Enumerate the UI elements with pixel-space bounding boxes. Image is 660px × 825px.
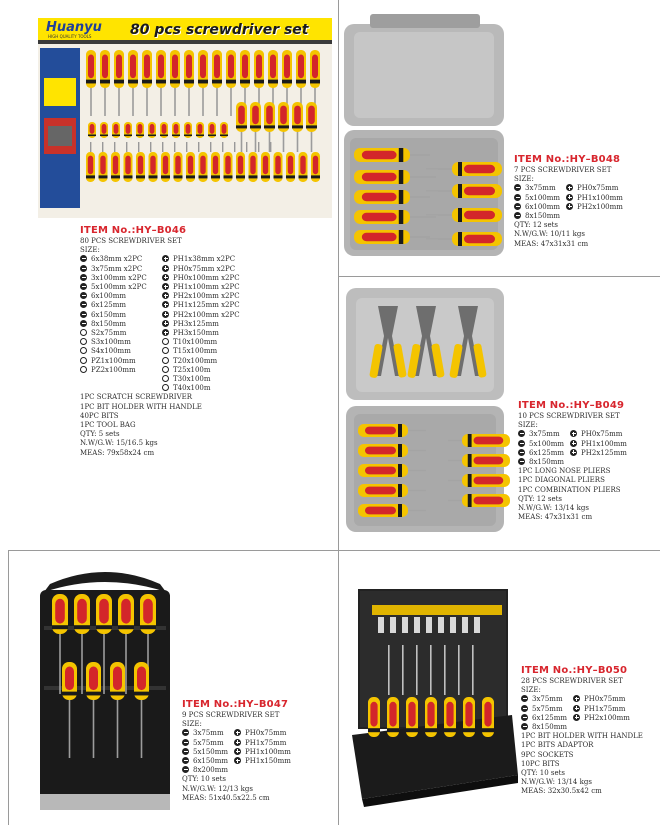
card-title: 80 pcs screwdriver set [130,22,309,38]
size-text: PH3x150mm [173,329,219,338]
size-row [518,449,633,458]
extra-line: MEAS: 47x31x31 cm [514,239,589,248]
product-image-b048 [340,12,510,262]
size-item [80,329,162,338]
size-cell [566,203,629,212]
size-text: 8x150mm [525,212,561,221]
extra-line: 1PC COMBINATION PLIERS [518,485,621,494]
size-text: PZ1x100mm [91,356,136,365]
size-text: PH1x100mm [577,193,623,202]
size-text: 6x125mm [532,713,568,722]
size-cell [566,184,629,193]
size-item [80,366,162,375]
pozidriv-icon [80,347,87,354]
slotted-icon [80,255,87,262]
size-item [162,292,240,301]
size-cell [518,430,570,439]
size-cell [514,194,566,203]
phillips-icon [573,714,580,721]
extra-line: N.W/G.W: 12/13 kgs [182,784,253,793]
size-text: PH0x75mm [584,695,626,704]
size-text: T30x100m [173,375,211,384]
size-item [80,292,162,301]
slotted-icon [521,695,528,702]
slotted-icon [514,212,521,219]
item-desc: 28 PCS SCREWDRIVER SET [521,677,623,685]
size-cell [570,449,633,458]
size-text: PH0x75mm [577,184,619,193]
size-text: PH1x75mm [245,738,287,747]
size-cell [573,695,636,704]
spec-b047 [182,698,332,803]
phillips-icon [162,311,169,318]
size-item [162,320,240,329]
size-table [514,184,629,221]
size-cell [573,723,636,732]
size-text: PZ2x100mm [91,365,136,374]
size-text: T15x100mm [173,347,218,356]
size-text: PH1x100mm [245,747,291,756]
extra-line: 1PC LONG NOSE PLIERS [518,467,611,476]
size-item [162,265,240,274]
extra-line: QTY: 10 sets [521,769,566,778]
product-image-b046 [38,18,332,218]
size-label: SIZE: [518,421,538,430]
size-cell [570,458,633,467]
size-text: 5x75mm [193,738,224,747]
size-text: PH1x75mm [584,704,626,713]
size-table [518,430,633,467]
size-item [162,283,240,292]
size-text: PH2x100mm x2PC [173,292,240,301]
size-text: PH1x100mm [581,439,627,448]
size-item [162,366,240,375]
size-cell [518,440,570,449]
spec-b050 [521,664,657,797]
extra-line: 1PC BIT HOLDER WITH HANDLE [80,402,202,411]
extra-line: 40PC BITS [80,411,119,420]
phillips-icon [234,757,241,764]
extra-line: 1PC TOOL BAG [80,421,136,430]
slotted-icon [80,320,87,327]
size-cell [570,430,633,439]
size-row [182,757,297,766]
size-cell [182,729,234,738]
size-text: T25x100m [173,365,211,374]
size-text: S4x100mm [91,347,131,356]
item-desc: 10 PCS SCREWDRIVER SET [518,412,620,420]
size-cell [566,212,629,221]
size-row [514,203,629,212]
size-item [80,311,162,320]
size-label: SIZE: [514,175,534,184]
phillips-icon [570,430,577,437]
size-text: 6x38mm x2PC [91,255,143,264]
size-text: 6x125mm [529,448,565,457]
extra-line: MEAS: 47x31x31 cm [518,513,593,522]
slotted-icon [182,739,189,746]
size-cell [234,757,297,766]
extra-line: QTY: 12 sets [518,494,563,503]
size-text: PH0x75mm [245,729,287,738]
size-text: T10x100mm [173,338,218,347]
size-table [182,729,297,775]
size-item [162,375,240,384]
extras-list [521,732,657,796]
size-item [162,384,240,393]
extras-list [518,467,658,522]
size-cell [234,729,297,738]
size-text: 8x150mm [529,458,565,467]
size-cell [521,695,573,704]
slotted-icon [182,766,189,773]
extra-line: QTY: 5 sets [80,430,120,439]
size-cell [182,739,234,748]
size-text: PH0x75mm [581,430,623,439]
pozidriv-icon [80,329,87,336]
size-text: 3x100mm x2PC [91,273,147,282]
item-title: ITEM No.:HY–B049 [518,400,625,411]
phillips-icon [162,283,169,290]
size-cell [234,766,297,775]
slotted-icon [182,729,189,736]
size-text: T20x100mm [173,356,218,365]
divider-vertical [338,0,339,825]
extra-line: 1PC BITS ADAPTOR [521,741,594,750]
size-item [162,255,240,264]
phillips-icon [573,695,580,702]
size-cell [573,705,636,714]
divider-left [8,550,338,551]
phillips-icon [162,301,169,308]
size-row [514,194,629,203]
slotted-icon [518,449,525,456]
size-text: S3x100mm [91,338,131,347]
extra-line: MEAS: 32x30.5x42 cm [521,787,602,796]
item-desc: 80 PCS SCREWDRIVER SET [80,237,182,245]
phillips-icon [570,449,577,456]
size-text: 3x75mm [525,184,556,193]
size-text: 6x150mm [91,310,127,319]
slotted-icon [514,203,521,210]
extra-line: QTY: 10 sets [182,775,227,784]
slotted-icon [518,458,525,465]
size-text: PH2x100mm x2PC [173,310,240,319]
extra-line: 1PC BIT HOLDER WITH HANDLE [521,732,643,741]
extra-line: N.W/G.W: 13/14 kgs [518,504,589,513]
size-row [521,705,636,714]
size-text: PH2x125mm [581,448,627,457]
extra-line: N.W/G.W: 13/14 kgs [521,778,592,787]
size-text: 3x75mm [532,695,563,704]
size-list-right [162,255,240,393]
size-cell [514,212,566,221]
size-cell [182,748,234,757]
size-item [80,320,162,329]
phillips-icon [234,739,241,746]
pozidriv-icon [80,366,87,373]
size-item [162,311,240,320]
size-item [80,347,162,356]
divider-left-edge [8,550,9,825]
phillips-icon [162,320,169,327]
size-cell [518,449,570,458]
size-item [162,329,240,338]
size-cell [234,739,297,748]
phillips-icon [570,440,577,447]
spec-b049 [518,399,658,522]
torx-icon [162,357,169,364]
size-item [80,283,162,292]
size-text: PH1x150mm [245,757,291,766]
slotted-icon [514,194,521,201]
phillips-icon [573,705,580,712]
slotted-icon [80,283,87,290]
size-text: 6x100mm [525,202,561,211]
size-row [182,748,297,757]
item-title: ITEM No.:HY–B050 [521,665,628,676]
size-text: 6x100mm [91,292,127,301]
product-image-b049 [340,284,512,536]
size-cell [521,723,573,732]
size-label: SIZE: [80,246,100,255]
slotted-icon [182,748,189,755]
size-text: 6x150mm [193,757,229,766]
size-row [518,440,633,449]
size-item [162,301,240,310]
size-text: 5x75mm [532,704,563,713]
size-text: 6x125mm [91,301,127,310]
size-row [521,714,636,723]
size-cell [182,757,234,766]
size-item [80,357,162,366]
size-text: 3x75mm x2PC [91,264,143,273]
spec-b046 [80,224,330,458]
brand-tagline: HIGH QUALITY TOOLS [48,34,92,39]
size-text: PH2x100mm [577,202,623,211]
size-text: 5x100mm x2PC [91,283,147,292]
size-cell [518,458,570,467]
size-cell [234,748,297,757]
size-text: 8x150mm [91,319,127,328]
size-cell [514,203,566,212]
slotted-icon [518,430,525,437]
size-row [521,723,636,732]
extra-line: N.W/G.W: 15/16.5 kgs [80,439,158,448]
slotted-icon [80,265,87,272]
spec-b048 [514,153,654,249]
phillips-icon [234,748,241,755]
size-text: T40x100m [173,384,211,393]
size-text: 5x100mm [525,193,561,202]
torx-icon [162,384,169,391]
extra-line: 9PC SOCKETS [521,750,574,759]
size-list-left [80,255,162,393]
slotted-icon [80,311,87,318]
phillips-icon [566,194,573,201]
size-cell [570,440,633,449]
size-text: PH3x125mm [173,319,219,328]
phillips-icon [566,184,573,191]
torx-icon [162,366,169,373]
slotted-icon [518,440,525,447]
phillips-icon [234,729,241,736]
size-row [182,729,297,738]
brand-logo: Huanyu [46,20,102,35]
pozidriv-icon [80,357,87,364]
size-text: PH1x125mm x2PC [173,301,240,310]
size-text: PH2x100mm [584,713,630,722]
item-title: ITEM No.:HY–B046 [80,225,187,236]
size-row [182,739,297,748]
size-text: PH1x38mm x2PC [173,255,236,264]
phillips-icon [162,265,169,272]
extra-line: 1PC DIAGONAL PLIERS [518,476,605,485]
item-desc: 7 PCS SCREWDRIVER SET [514,166,612,174]
size-item [80,338,162,347]
extras-list [80,393,330,457]
extras-list [514,221,654,249]
size-cell [521,714,573,723]
extras-list [182,775,332,803]
torx-icon [162,375,169,382]
size-text: PH0x100mm x2PC [173,273,240,282]
slotted-icon [514,184,521,191]
extra-line: MEAS: 79x58x24 cm [80,448,155,457]
size-text: S2x75mm [91,329,127,338]
size-item [162,274,240,283]
phillips-icon [162,329,169,336]
size-table [521,695,636,732]
size-label: SIZE: [182,720,202,729]
torx-icon [162,338,169,345]
size-item [80,255,162,264]
phillips-icon [162,274,169,281]
size-cell [521,705,573,714]
size-text: 3x75mm [193,729,224,738]
size-label: SIZE: [521,686,541,695]
size-item [162,338,240,347]
size-item [80,265,162,274]
size-text: 3x75mm [529,430,560,439]
size-item [162,357,240,366]
size-cell [182,766,234,775]
size-row [518,430,633,439]
size-text: 8x150mm [532,723,568,732]
slotted-icon [80,301,87,308]
product-image-b047 [30,566,180,816]
phillips-icon [162,255,169,262]
size-cell [573,714,636,723]
extra-line: MEAS: 51x40.5x22.5 cm [182,793,270,802]
item-title: ITEM No.:HY–B047 [182,699,289,710]
size-text: 8x200mm [193,766,229,775]
size-text: 5x100mm [529,439,565,448]
extra-line: 10PC BITS [521,759,560,768]
extra-line: N.W/G.W: 10/11 kgs [514,230,585,239]
phillips-icon [162,292,169,299]
divider-right-2 [338,550,660,551]
size-item [162,347,240,356]
slotted-icon [182,757,189,764]
size-row [518,458,633,467]
extra-line: 1PC SCRATCH SCREWDRIVER [80,393,193,402]
slotted-icon [521,723,528,730]
size-row [514,212,629,221]
size-cell [514,184,566,193]
slotted-icon [80,274,87,281]
size-row [182,766,297,775]
size-text: PH0x75mm x2PC [173,264,236,273]
torx-icon [162,347,169,354]
size-item [80,301,162,310]
size-text: 5x150mm [193,747,229,756]
size-row [521,695,636,704]
size-cell [566,194,629,203]
phillips-icon [566,203,573,210]
product-image-b050 [348,585,518,807]
size-item [80,274,162,283]
item-title: ITEM No.:HY–B048 [514,154,621,165]
slotted-icon [521,705,528,712]
size-row [514,184,629,193]
item-desc: 9 PCS SCREWDRIVER SET [182,711,280,719]
pozidriv-icon [80,338,87,345]
divider-right-1 [338,276,660,277]
extra-line: QTY: 12 sets [514,221,559,230]
slotted-icon [521,714,528,721]
slotted-icon [80,292,87,299]
size-text: PH1x100mm x2PC [173,283,240,292]
